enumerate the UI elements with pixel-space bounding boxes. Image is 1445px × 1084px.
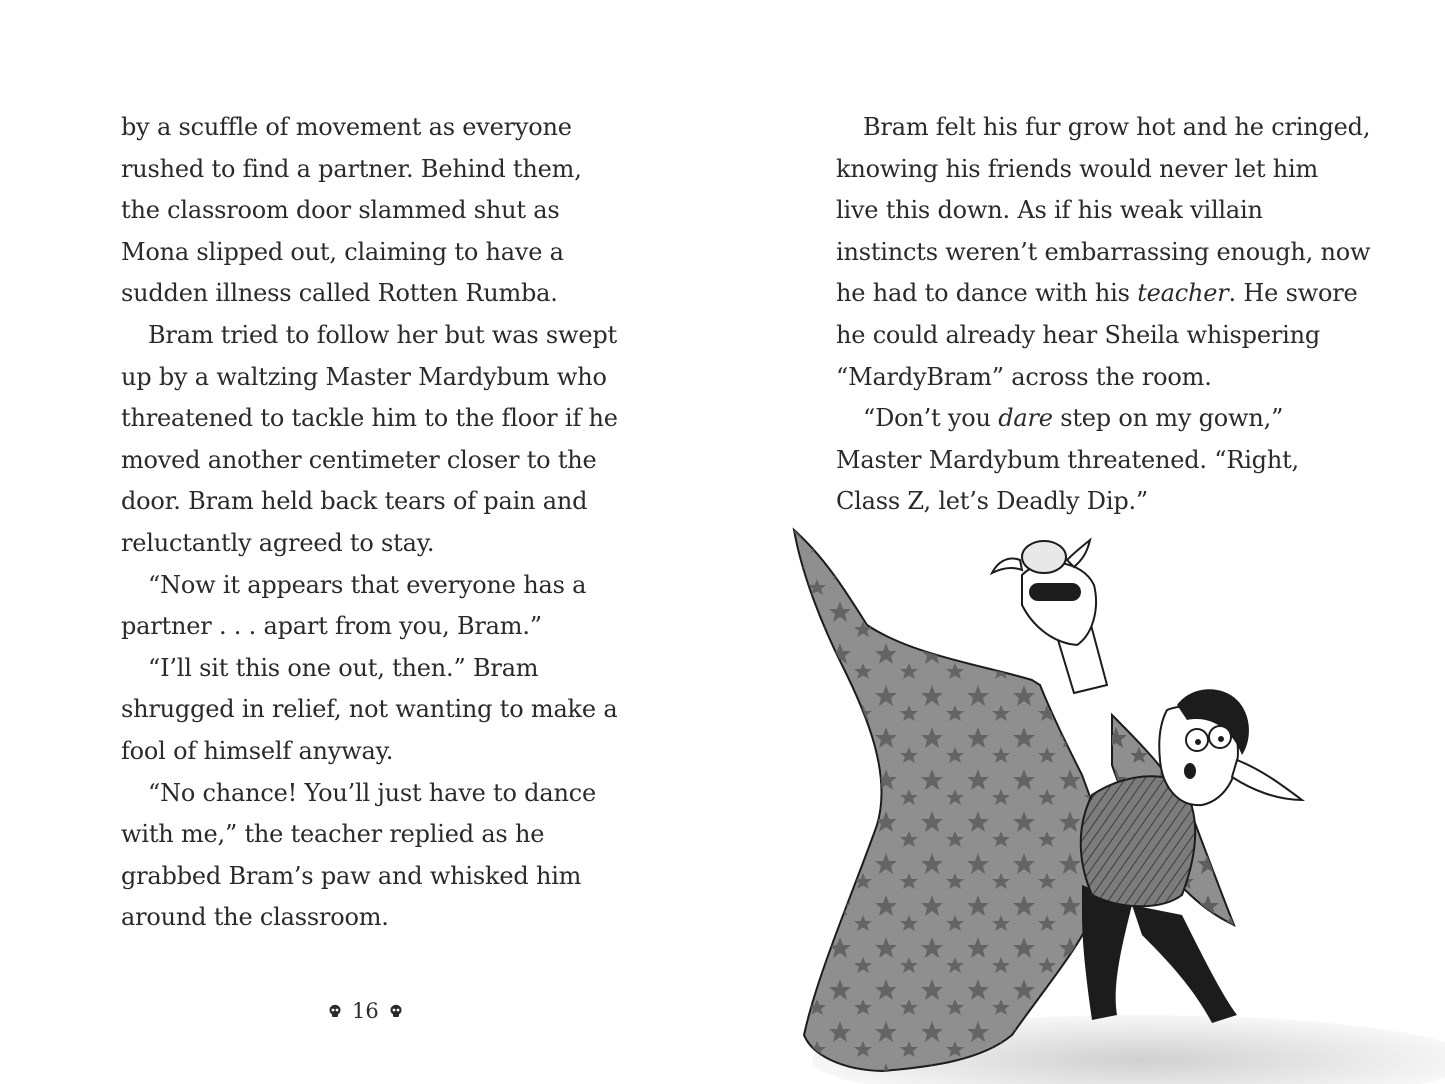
text-line: he could already hear Sheila whispering bbox=[836, 320, 1321, 349]
text-line: the classroom door slammed shut as bbox=[121, 196, 560, 225]
text-line: up by a waltzing Master Mardybum who bbox=[121, 362, 607, 391]
text-line: around the classroom. bbox=[121, 903, 389, 932]
text-line: “No chance! You’ll just have to dance bbox=[148, 778, 596, 807]
text-run: he had to dance with his bbox=[836, 279, 1138, 308]
teacher-hat bbox=[1022, 541, 1066, 573]
text-line: door. Bram held back tears of pain and bbox=[121, 487, 588, 516]
right-page-text bbox=[836, 107, 1371, 523]
text-line: “I’ll sit this one out, then.” Bram bbox=[148, 653, 539, 682]
text-line: moved another centimeter closer to the bbox=[121, 445, 597, 474]
text-run: step on my gown,” bbox=[1052, 404, 1284, 433]
skull-icon bbox=[389, 1004, 403, 1018]
left-page-text bbox=[121, 107, 621, 939]
text-line: instincts weren’t embarrassing enough, now bbox=[836, 237, 1371, 266]
text-run: “Don’t you bbox=[863, 404, 999, 433]
text-line: threatened to tackle him to the floor if he bbox=[121, 404, 618, 433]
bram-ear bbox=[1232, 760, 1302, 800]
text-line: fool of himself anyway. bbox=[121, 736, 394, 765]
text-line: sudden illness called Rotten Rumba. bbox=[121, 279, 558, 308]
text-line: “Now it appears that everyone has a bbox=[148, 570, 587, 599]
text-line: “MardyBram” across the room. bbox=[836, 362, 1212, 391]
text-line: Bram tried to follow her but was swept bbox=[148, 320, 617, 349]
text-line: partner . . . apart from you, Bram.” bbox=[121, 612, 542, 641]
text-line: knowing his friends would never let him bbox=[836, 154, 1319, 183]
text-line: Class Z, let’s Deadly Dip.” bbox=[836, 487, 1148, 516]
text-line: Mona slipped out, claiming to have a bbox=[121, 237, 564, 266]
text-line: reluctantly agreed to stay. bbox=[121, 528, 435, 557]
teacher-goggles bbox=[1029, 583, 1081, 601]
text-line: by a scuffle of movement as everyone bbox=[121, 113, 572, 141]
dancing-teacher-and-bram-illustration bbox=[782, 515, 1445, 1084]
text-line: rushed to find a partner. Behind them, bbox=[121, 154, 582, 183]
bram-mouth bbox=[1184, 763, 1196, 779]
skull-icon bbox=[328, 1004, 342, 1018]
text-line: Master Mardybum threatened. “Right, bbox=[836, 445, 1299, 474]
text-run: . He swore bbox=[1228, 279, 1358, 308]
text-line bbox=[836, 398, 1336, 440]
text-line: grabbed Bram’s paw and whisked him bbox=[121, 861, 582, 890]
emphasis-word: dare bbox=[998, 404, 1053, 433]
right-page bbox=[722, 0, 1445, 1084]
text-line: live this down. As if his weak villain bbox=[836, 196, 1263, 225]
text-line bbox=[836, 273, 1358, 315]
text-line: shrugged in relief, not wanting to make a bbox=[121, 695, 618, 724]
text-line: with me,” the teacher replied as he bbox=[121, 820, 545, 849]
page-number: 16 bbox=[352, 999, 379, 1023]
text-line: Bram felt his fur grow hot and he cringed, bbox=[863, 113, 1371, 141]
teacher-head bbox=[1022, 563, 1096, 645]
emphasis-word: teacher bbox=[1137, 279, 1229, 308]
left-page bbox=[0, 0, 722, 1084]
page-footer bbox=[328, 999, 403, 1023]
